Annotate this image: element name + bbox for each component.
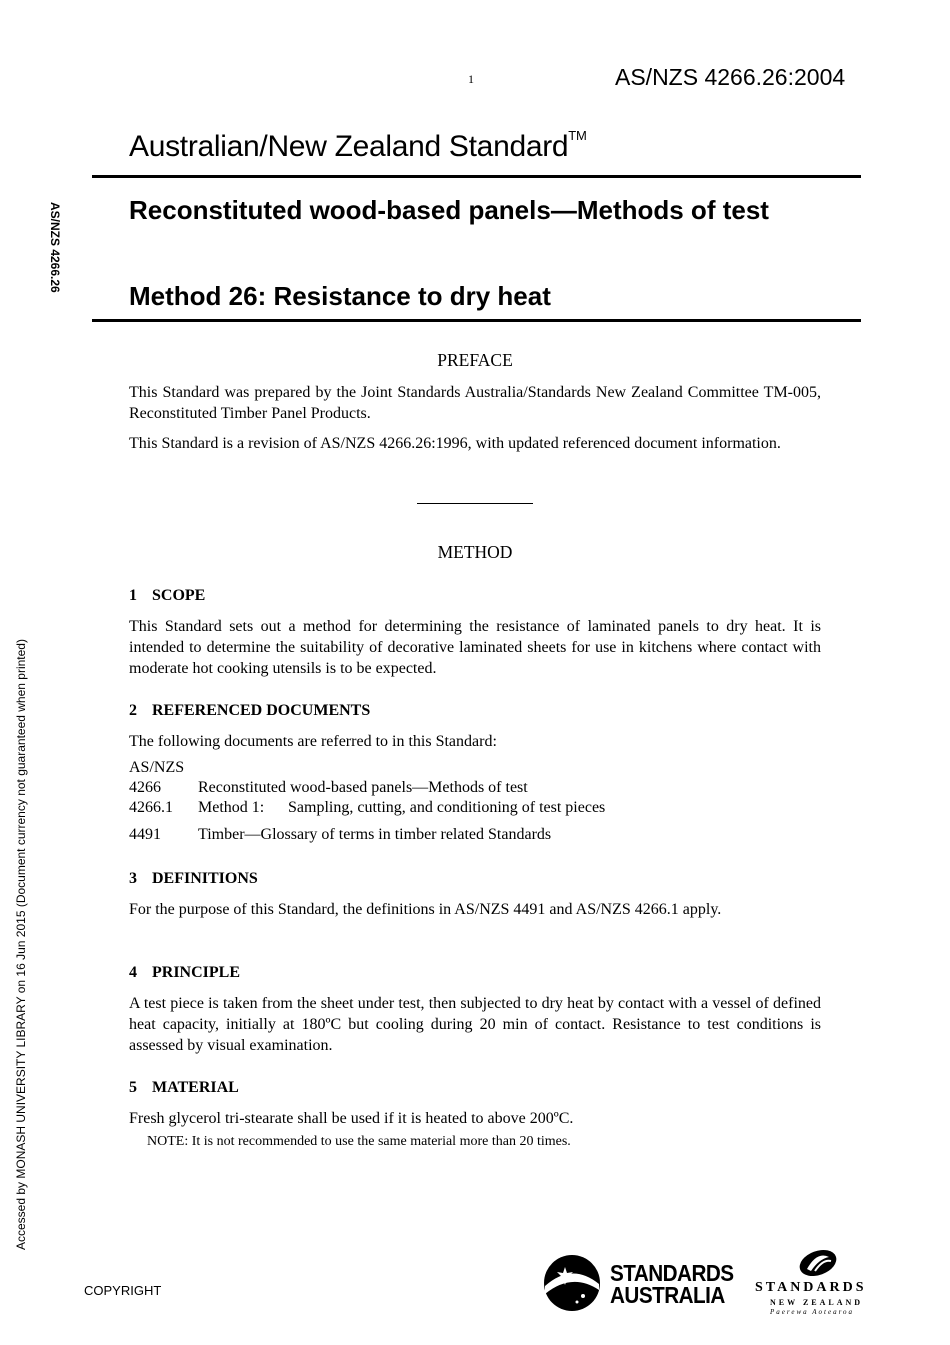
reference-item bbox=[129, 825, 551, 845]
standard-designation: AS/NZS 4266.26:2004 bbox=[615, 64, 846, 90]
wordmark-line: STANDARDS bbox=[610, 1260, 734, 1286]
section-number: 1 bbox=[129, 587, 137, 604]
standards-nz-maori-name: Paerewa Aotearoa bbox=[770, 1308, 855, 1316]
section-title: PRINCIPLE bbox=[152, 964, 241, 981]
standards-australia-wordmark bbox=[610, 1262, 734, 1306]
section-heading-scope bbox=[129, 587, 205, 605]
wordmark-line: AUSTRALIA bbox=[610, 1282, 725, 1308]
title-rule-top bbox=[92, 175, 861, 178]
section-heading-definitions bbox=[129, 870, 258, 888]
spine-label: AS/NZS 4266.26 bbox=[48, 202, 62, 293]
section-title: REFERENCED DOCUMENTS bbox=[152, 702, 371, 719]
material-note: NOTE: It is not recommended to use the same material more than 20 times. bbox=[147, 1134, 571, 1149]
principle-text: A test piece is taken from the sheet under test, then subjected to dry heat by contact with a vessel of defined heat capacity, initially at 180ºC but cooling during 20 min of contact. Resistance to test conditions is assessed by visual examination. bbox=[129, 995, 821, 1054]
section-number: 5 bbox=[129, 1079, 137, 1096]
method-heading: METHOD bbox=[437, 542, 513, 562]
section-heading-referenced-documents bbox=[129, 702, 370, 720]
title-rule-bottom bbox=[92, 319, 861, 322]
scope-text: This Standard sets out a method for determining the resistance of laminated panels to dry heat. It is intended to determine the suitability of decorative laminated sheets for use in kitchens where contact with moderate hot cooking utensils is to be expected. bbox=[129, 618, 821, 677]
reference-title: Reconstituted wood-based panels—Methods of test bbox=[198, 779, 528, 796]
section-title: MATERIAL bbox=[152, 1079, 239, 1096]
reference-item bbox=[129, 798, 605, 818]
section-title: SCOPE bbox=[152, 587, 206, 604]
references-intro: The following documents are referred to in this Standard: bbox=[129, 733, 497, 750]
standards-nz-wordmark: STANDARDS bbox=[755, 1280, 867, 1295]
reference-code: 4491 bbox=[129, 826, 161, 843]
section-number: 2 bbox=[129, 702, 137, 719]
standards-nz-subtitle: NEW ZEALAND bbox=[770, 1298, 864, 1307]
standards-australia-logo-icon bbox=[543, 1254, 601, 1312]
trademark-mark: TM bbox=[568, 128, 587, 143]
preface-paragraph: This Standard is a revision of AS/NZS 4266.26:1996, with updated referenced document information. bbox=[129, 435, 781, 452]
reference-title: Sampling, cutting, and conditioning of test pieces bbox=[288, 799, 606, 816]
method-title: Method 26: Resistance to dry heat bbox=[129, 281, 551, 311]
preface-heading: PREFACE bbox=[437, 350, 513, 370]
access-watermark: Accessed by MONASH UNIVERSITY LIBRARY on 16 Jun 2015 (Document currency not guaranteed when printed) bbox=[14, 639, 28, 1250]
page-number: 1 bbox=[468, 72, 474, 86]
section-number: 3 bbox=[129, 870, 137, 887]
references-group-label: AS/NZS bbox=[129, 759, 185, 776]
standards-new-zealand-logo-icon bbox=[795, 1247, 841, 1279]
copyright-label: COPYRIGHT bbox=[84, 1283, 162, 1298]
preface-paragraph: This Standard was prepared by the Joint Standards Australia/Standards New Zealand Committee TM-005, Reconstituted Timber Panel Products. bbox=[129, 384, 821, 422]
reference-item bbox=[129, 778, 528, 798]
section-separator bbox=[417, 503, 533, 504]
definitions-text: For the purpose of this Standard, the definitions in AS/NZS 4491 and AS/NZS 4266.1 apply. bbox=[129, 901, 722, 918]
material-text: Fresh glycerol tri-stearate shall be used if it is heated to above 200ºC. bbox=[129, 1110, 574, 1127]
reference-code: 4266.1 bbox=[129, 799, 173, 816]
reference-method-label: Method 1: bbox=[198, 799, 265, 816]
document-title: Reconstituted wood-based panels—Methods of test bbox=[129, 195, 769, 225]
standard-type-text: Australian/New Zealand Standard bbox=[129, 130, 569, 163]
section-number: 4 bbox=[129, 964, 137, 981]
standard-type-heading bbox=[129, 130, 586, 164]
reference-code: 4266 bbox=[129, 779, 161, 796]
section-heading-material bbox=[129, 1079, 239, 1097]
reference-title: Timber—Glossary of terms in timber related Standards bbox=[198, 826, 552, 843]
section-title: DEFINITIONS bbox=[152, 870, 258, 887]
section-heading-principle bbox=[129, 964, 240, 982]
